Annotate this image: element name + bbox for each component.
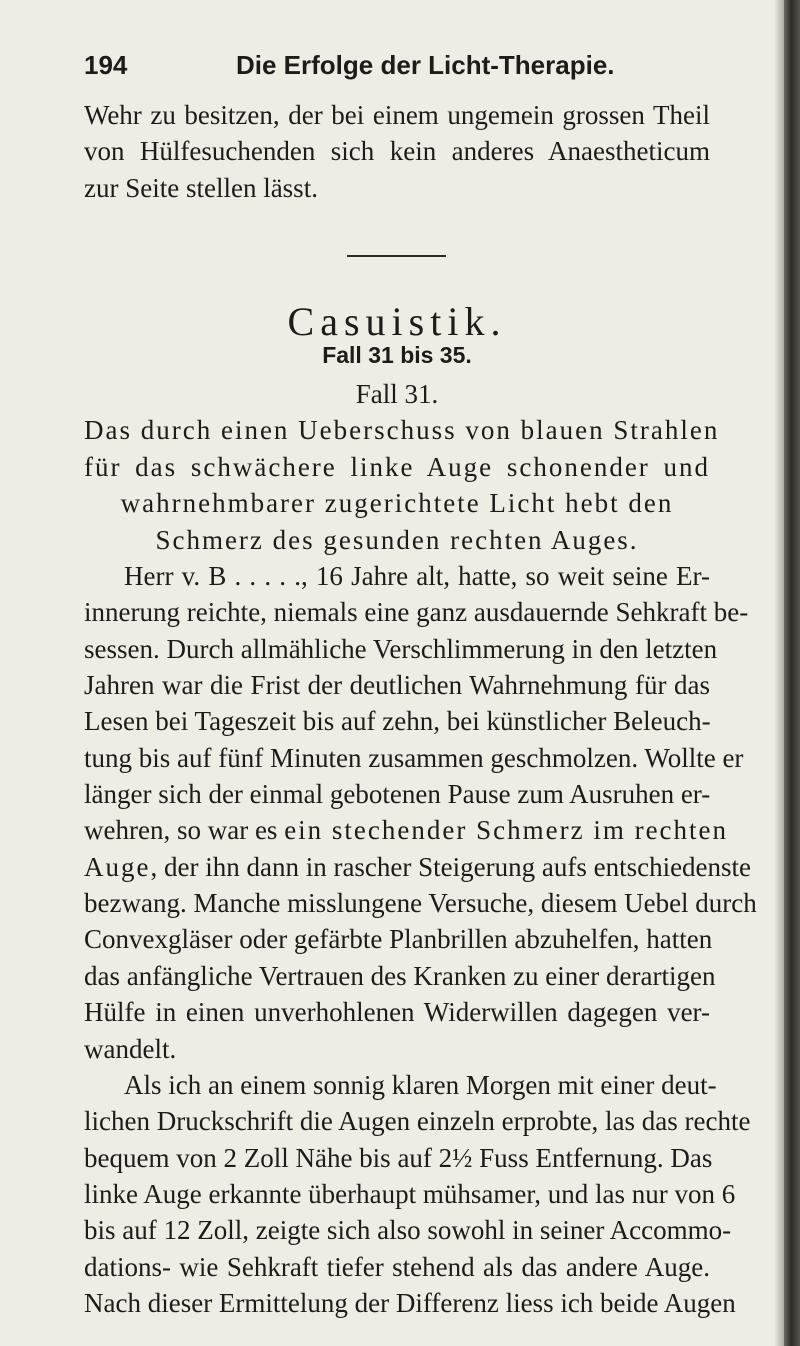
para1-line-8	[84, 815, 729, 846]
section-divider	[347, 255, 446, 257]
book-spine-edge	[784, 0, 800, 1346]
page-number: 194	[84, 50, 128, 80]
para1-line-10: bezwang. Manche misslungene Versuche, diesem Uebel durch	[84, 888, 757, 919]
para1-line-4: Jahren war die Frist der deutlichen Wahrnehmung für das	[84, 669, 710, 700]
para1-line-8-emphasis: ein stechender Schmerz im rechten	[284, 815, 729, 846]
para1-last-line: wandelt.	[84, 1033, 177, 1064]
para1-line-8-start: wehren, so war es	[84, 815, 285, 846]
intro-line-1: Wehr zu besitzen, der bei einem ungemein grossen Theil	[84, 100, 710, 130]
para1-line-9-rest: , der ihn dann in rascher Steigerung aufs entschiedenste	[150, 851, 752, 882]
para2-line-1: Als ich an einem sonnig klaren Morgen mit einer deut-	[124, 1069, 717, 1100]
case-heading-line-3: wahrnehmbarer zugerichtete Licht hebt den	[120, 488, 674, 519]
para2-line-2: lichen Druckschrift die Augen einzeln erprobte, las das rechte	[84, 1106, 751, 1137]
para1-line-9	[84, 851, 752, 883]
para1-line-9-emphasis: Auge	[84, 851, 151, 882]
intro-line-3: zur Seite stellen lässt.	[84, 172, 318, 203]
para1-line-2: innerung reichte, niemals eine ganz ausdauernde Sehkraft be-	[84, 597, 749, 628]
para1-line-11: Convexgläser oder gefärbte Planbrillen abzuhelfen, hatten	[84, 924, 713, 955]
para1-line-5: Lesen bei Tageszeit bis auf zehn, bei künstlicher Beleuch-	[84, 706, 711, 737]
para2-line-4: linke Auge erkannte überhaupt mühsamer, und las nur von 6	[84, 1178, 736, 1209]
case-heading-line-4: Schmerz des gesunden rechten Auges.	[155, 524, 639, 555]
para1-line-6: tung bis auf fünf Minuten zusammen geschmolzen. Wollte er	[84, 742, 744, 773]
para2-line-3: bequem von 2 Zoll Nähe bis auf 2½ Fuss Entfernung. Das	[84, 1142, 713, 1173]
section-title: Casuistik.	[287, 299, 507, 345]
running-title: Die Erfolge der Licht-Therapie.	[236, 50, 615, 80]
case-heading-line-2: für das schwächere linke Auge schonender und	[84, 451, 710, 482]
intro-line-2: von Hülfesuchenden sich kein anderes Anaestheticum	[84, 136, 710, 167]
para2-line-5: bis auf 12 Zoll, zeigte sich also sowohl in seiner Accommo-	[84, 1215, 732, 1246]
case-title: Fall 31.	[355, 379, 439, 409]
case-range: Fall 31 bis 35.	[322, 341, 472, 368]
page-edge-shadow	[774, 0, 784, 1346]
para1-line-7: länger sich der einmal gebotenen Pause zum Ausruhen er-	[84, 779, 711, 809]
para1-line-3: sessen. Durch allmähliche Verschlimmerung in den letzten	[84, 633, 718, 664]
para1-line-1: Herr v. B . . . . ., 16 Jahre alt, hatte, so weit seine Er-	[124, 560, 710, 591]
para1-line-13: Hülfe in einen unverhohlenen Widerwillen dagegen ver-	[84, 997, 710, 1028]
para2-line-6: dations- wie Sehkraft tiefer stehend als das andere Auge.	[84, 1251, 710, 1282]
case-heading-line-1: Das durch einen Ueberschuss von blauen Strahlen	[84, 415, 720, 446]
para1-line-12: das anfängliche Vertrauen des Kranken zu einer derartigen	[84, 960, 716, 991]
para2-line-7: Nach dieser Ermittelung der Differenz liess ich beide Augen	[84, 1288, 736, 1318]
